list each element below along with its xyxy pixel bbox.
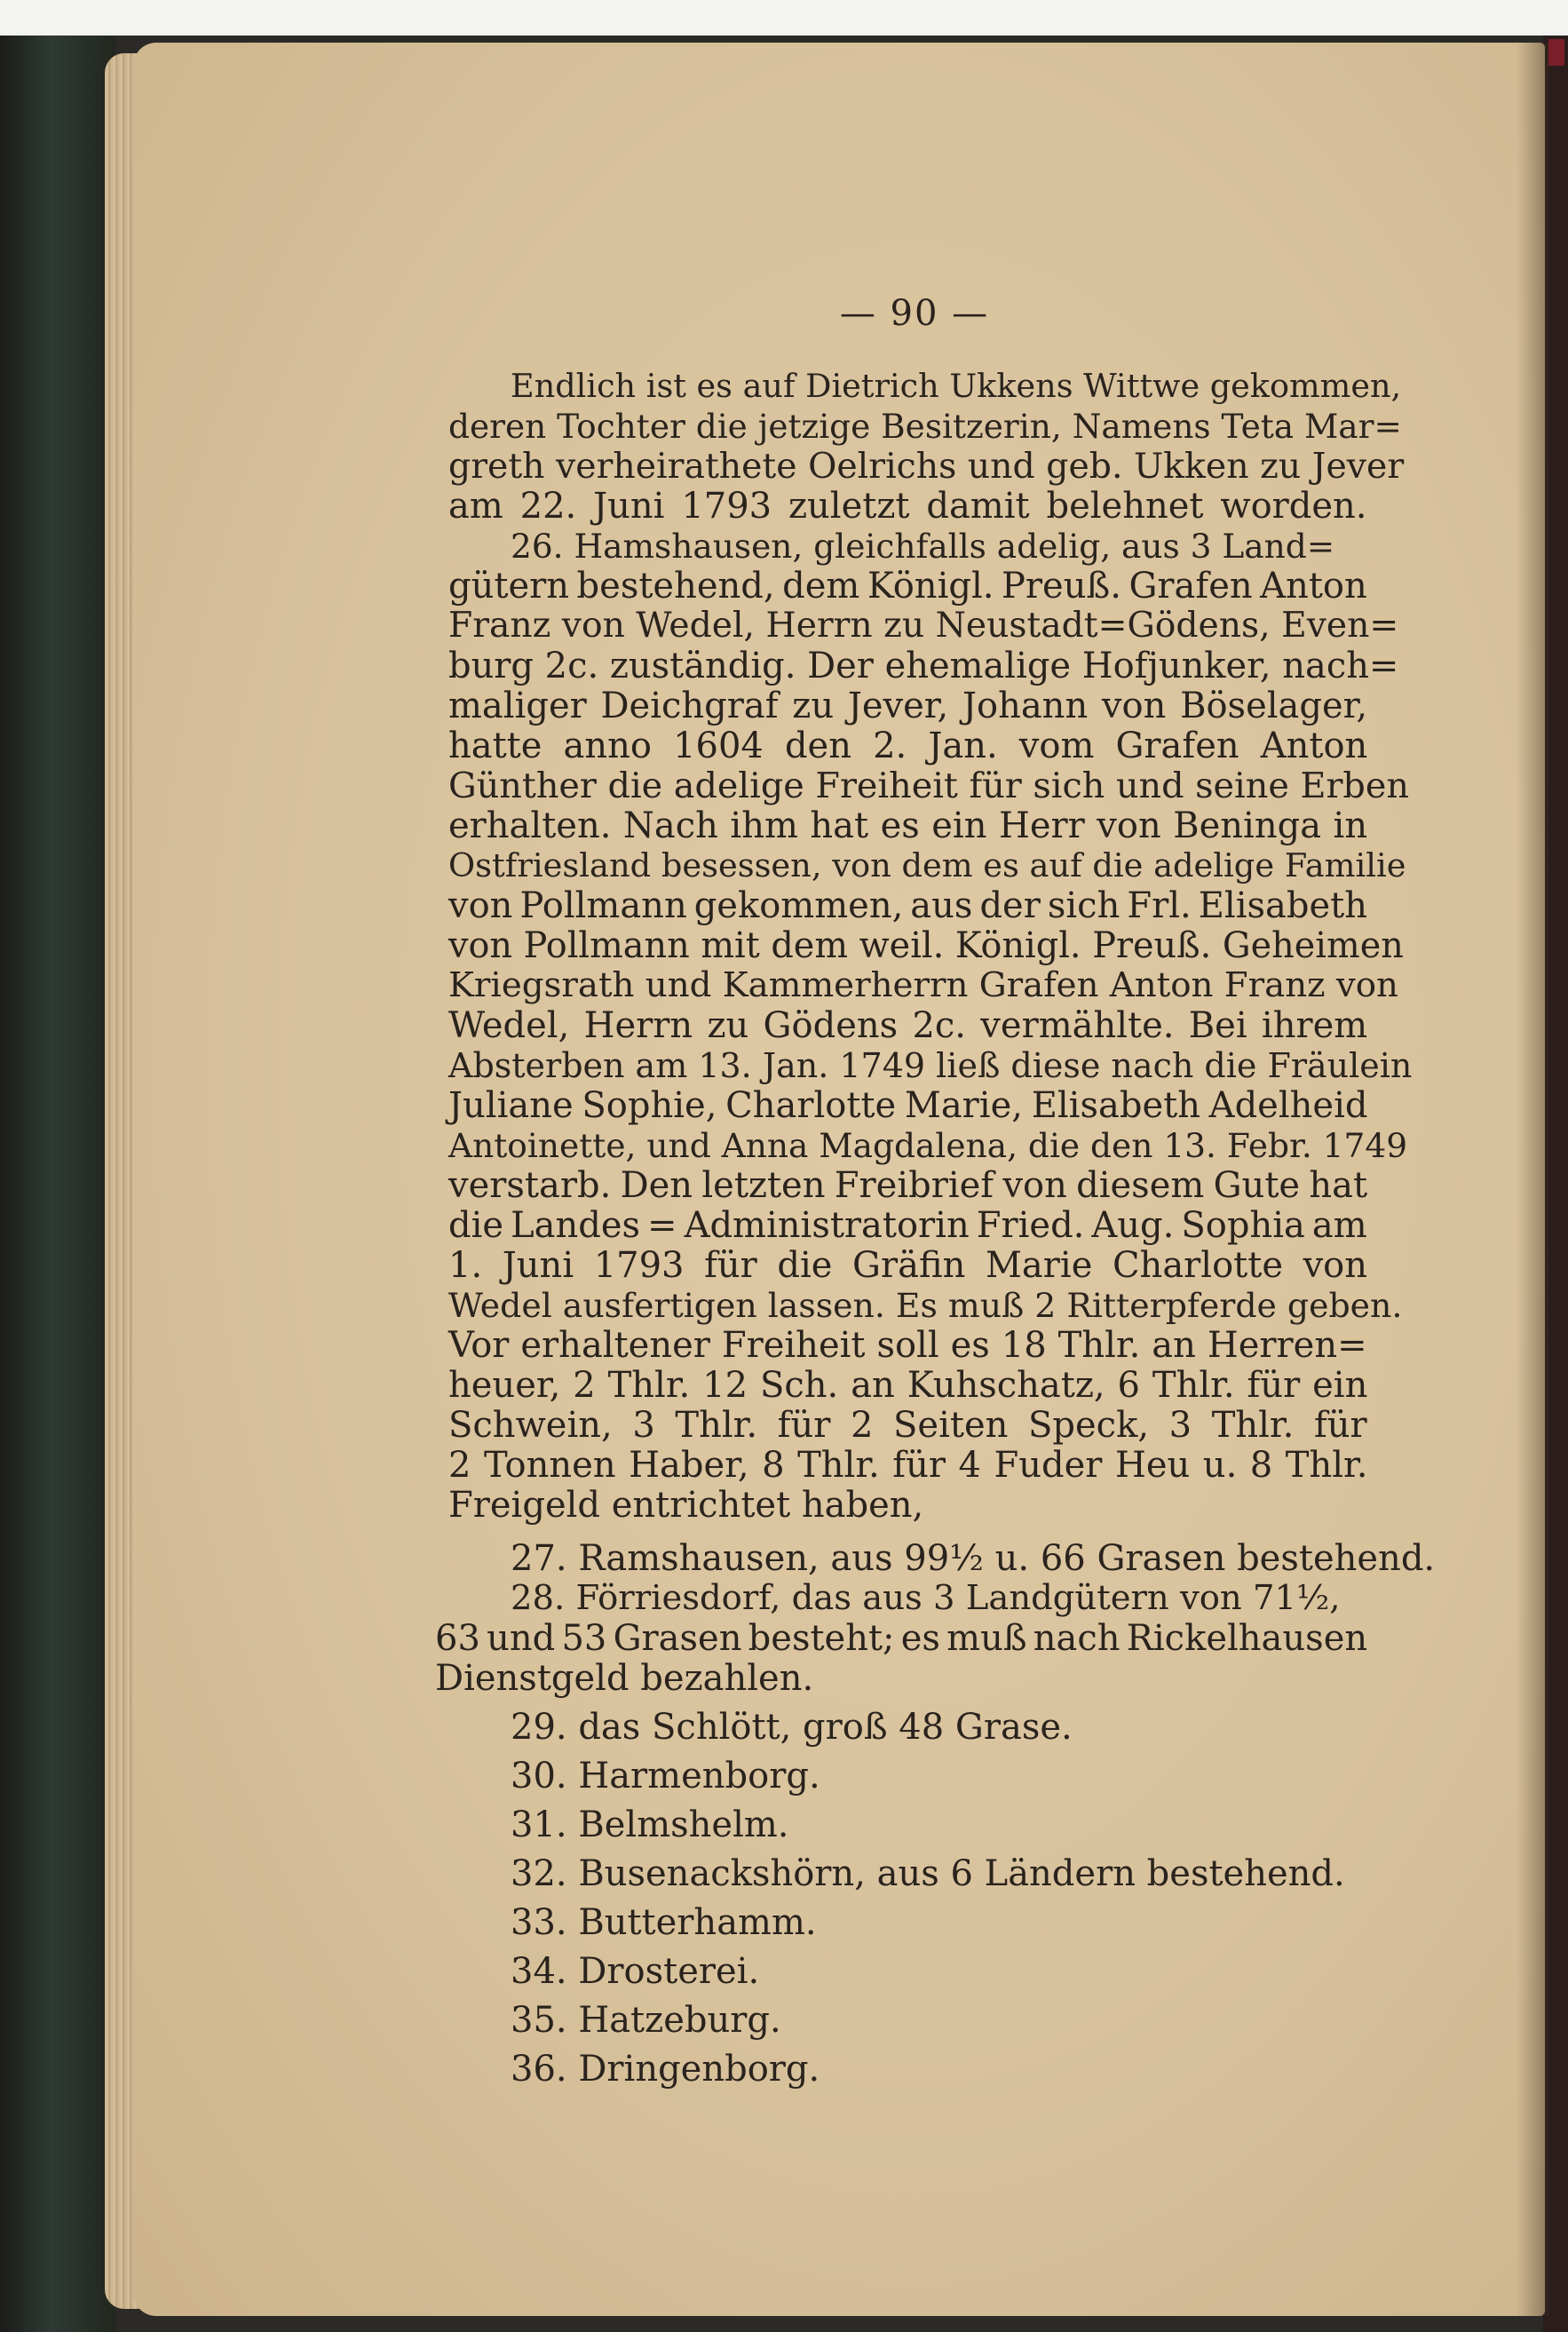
text-line: 34. Drosterei. [511, 1951, 760, 1992]
text-line: hatte anno 1604 den 2. Jan. vom Grafen Anton [448, 726, 1368, 766]
text-line: Ostfriesland besessen, von dem es auf die adelige Familie [448, 846, 1406, 884]
text-line: verstarb. Den letzten Freibrief von diesem Gute hat [448, 1165, 1368, 1206]
book-spine [0, 36, 115, 2332]
text-line: Juliane Sophie, Charlotte Marie, Elisabeth Adelheid [448, 1085, 1368, 1126]
text-line: Antoinette, und Anna Magdalena, die den 13. Febr. 1749 [448, 1126, 1408, 1165]
text-line: Günther die adelige Freiheit für sich und seine Erben [448, 765, 1409, 806]
page-number: — 90 — [839, 293, 990, 334]
text-line: 26. Hamshausen, gleichfalls adelig, aus 3 Land= [511, 527, 1335, 566]
text-line: Wedel, Herrn zu Gödens 2c. vermählte. Bei ihrem [448, 1005, 1368, 1046]
text-line: 36. Dringenborg. [511, 2049, 820, 2090]
text-line: 1. Juni 1793 für die Gräfin Marie Charlotte von [448, 1245, 1368, 1286]
text-line: 2 Tonnen Haber, 8 Thlr. für 4 Fuder Heu u. 8 Thlr. [448, 1445, 1368, 1486]
text-line: Absterben am 13. Jan. 1749 ließ diese nach die Fräulein [448, 1046, 1413, 1085]
text-line: 27. Ramshausen, aus 99½ u. 66 Grasen bestehend. [511, 1538, 1436, 1579]
text-line: Freigeld entrichtet haben, [448, 1485, 924, 1526]
text-line: 63 und 53 Grasen besteht; es muß nach Rickelhausen [435, 1618, 1368, 1659]
text-line: von Pollmann gekommen, aus der sich Frl. Elisabeth [448, 885, 1367, 926]
text-line: 32. Busenackshörn, aus 6 Ländern bestehend. [511, 1853, 1345, 1894]
page-gutter [1517, 43, 1548, 2316]
text-line: von Pollmann mit dem weil. Königl. Preuß. Geheimen [448, 925, 1404, 966]
text-line: burg 2c. zuständig. Der ehemalige Hofjunker, nach= [448, 646, 1399, 686]
text-line: 31. Belmshelm. [511, 1805, 789, 1845]
text-line: 33. Butterhamm. [511, 1902, 817, 1943]
text-line: 29. das Schlött, groß 48 Grase. [511, 1707, 1073, 1748]
text-line: 30. Harmenborg. [511, 1756, 820, 1797]
book-cover-top [0, 0, 1568, 36]
text-line: Wedel ausfertigen lassen. Es muß 2 Ritterpferde geben. [448, 1286, 1403, 1325]
text-line: 35. Hatzeburg. [511, 2000, 781, 2041]
text-line: Endlich ist es auf Dietrich Ukkens Wittwe gekommen, [511, 367, 1402, 405]
text-line: Kriegsrath und Kammerherrn Grafen Anton Franz von [448, 965, 1398, 1005]
text-line: Vor erhaltener Freiheit soll es 18 Thlr. an Herren= [448, 1325, 1367, 1366]
book-board-trim [1548, 39, 1564, 66]
text-line: erhalten. Nach ihm hat es ein Herr von Beninga in [448, 805, 1368, 846]
text-line: greth verheirathete Oelrichs und geb. Ukken zu Jever [448, 446, 1405, 487]
text-line: Schwein, 3 Thlr. für 2 Seiten Speck, 3 Thlr. für [448, 1405, 1367, 1446]
text-line: heuer, 2 Thlr. 12 Sch. an Kuhschatz, 6 Thlr. für ein [448, 1365, 1368, 1406]
text-line: Dienstgeld bezahlen. [435, 1658, 814, 1699]
text-line: am 22. Juni 1793 zuletzt damit belehnet worden. [448, 486, 1367, 527]
text-line: gütern bestehend, dem Königl. Preuß. Grafen Anton [448, 566, 1367, 607]
text-line: deren Tochter die jetzige Besitzerin, Namens Teta Mar= [448, 407, 1402, 446]
text-line: maliger Deichgraf zu Jever, Johann von Böselager, [448, 686, 1368, 726]
text-line: Franz von Wedel, Herrn zu Neustadt=Gödens, Even= [448, 606, 1399, 646]
text-line: 28. Förriesdorf, das aus 3 Landgütern von 71½, [511, 1578, 1341, 1618]
text-line: die Landes = Administratorin Fried. Aug. Sophia am [448, 1205, 1367, 1246]
